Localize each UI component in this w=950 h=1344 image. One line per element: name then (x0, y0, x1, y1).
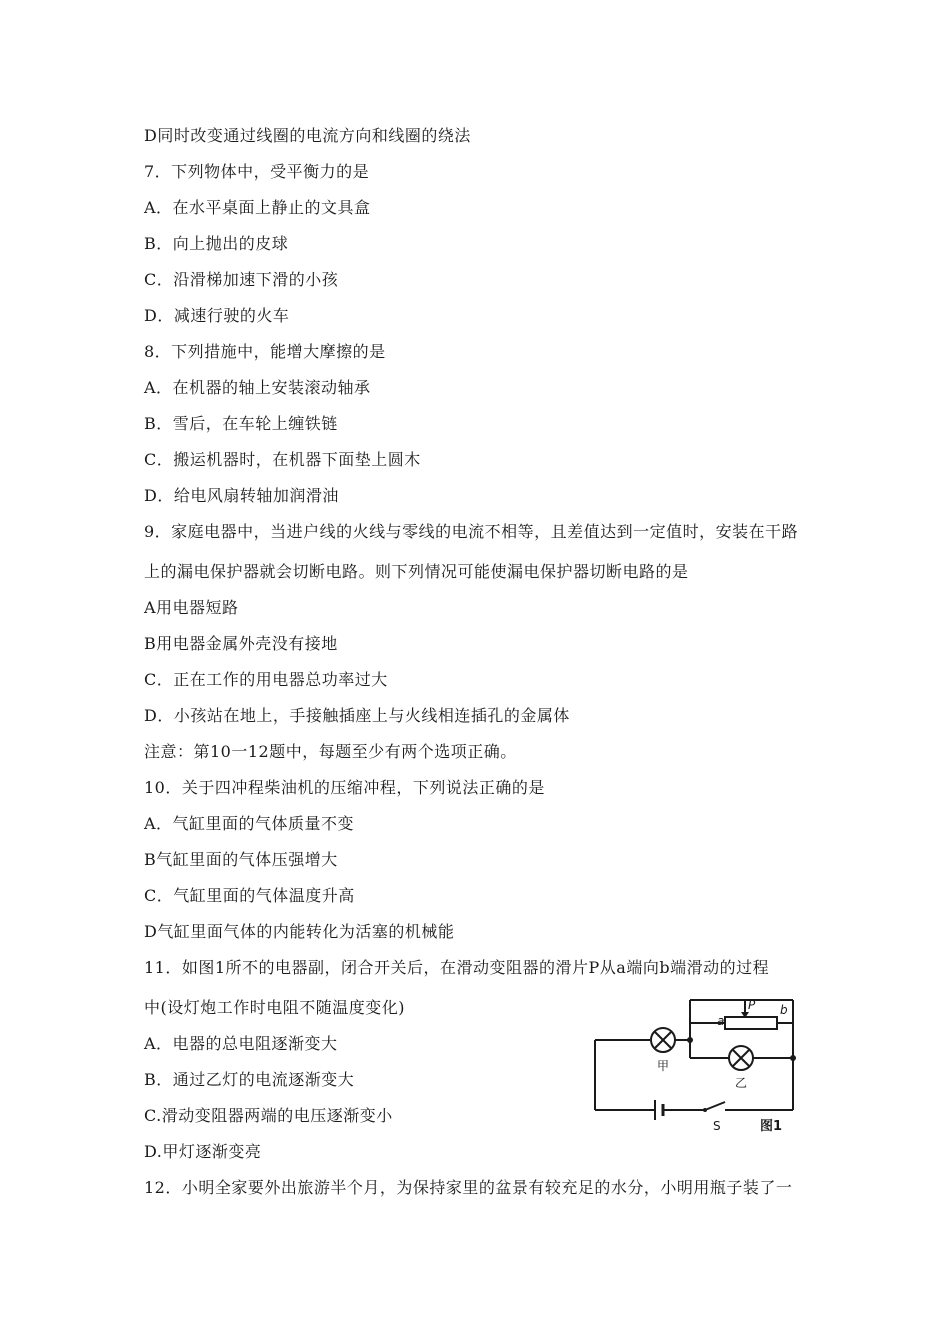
option-10b: B气缸里面的气体压强增大 (144, 850, 338, 869)
option-11c: C.滑动变阻器两端的电压逐渐变小 (144, 1106, 393, 1125)
option-8b: B．雪后，在车轮上缠铁链 (144, 414, 338, 433)
text-line: D同时改变通过线圈的电流方向和线圈的绕法 (144, 126, 471, 145)
option-9a: A用电器短路 (144, 598, 239, 617)
end-b-label: b (780, 1003, 788, 1017)
end-a-label: a (717, 1014, 725, 1028)
option-7b: B．向上抛出的皮球 (144, 234, 289, 253)
question-11: 11．如图1所不的电器副，闭合开关后，在滑动变阻器的滑片P从a端向b端滑动的过程 (144, 958, 770, 977)
question-8: 8．下列措施中，能增大摩擦的是 (144, 342, 386, 361)
question-9-cont: 上的漏电保护器就会切断电路。则下列情况可能使漏电保护器切断电路的是 (144, 562, 689, 581)
option-8c: C．搬运机器时，在机器下面垫上圆木 (144, 450, 421, 469)
question-7: 7．下列物体中，受平衡力的是 (144, 162, 370, 181)
question-12: 12．小明全家要外出旅游半个月，为保持家里的盆景有较充足的水分，小明用瓶子装了一 (144, 1178, 793, 1197)
circuit-figure (585, 990, 810, 1140)
option-10c: C．气缸里面的气体温度升高 (144, 886, 355, 905)
option-11d: D.甲灯逐渐变亮 (144, 1142, 262, 1161)
option-9b: B用电器金属外壳没有接地 (144, 634, 338, 653)
option-10d: D气缸里面气体的内能转化为活塞的机械能 (144, 922, 455, 941)
lamp-jia-label: 甲 (657, 1059, 670, 1073)
option-8a: A．在机器的轴上安装滚动轴承 (144, 378, 371, 397)
notice: 注意：第10一12题中，每题至少有两个选项正确。 (144, 742, 517, 761)
slider-label: P (748, 998, 756, 1012)
question-9: 9．家庭电器中，当进户线的火线与零线的电流不相等，且差值达到一定值时，安装在干路 (144, 522, 799, 541)
rheostat-icon (725, 1017, 777, 1029)
question-11-cont: 中(设灯炮工作时电阻不随温度变化) (144, 998, 405, 1017)
switch-icon (703, 1108, 707, 1112)
circuit-diagram (585, 990, 810, 1140)
option-9d: D．小孩站在地上，手接触插座上与火线相连插孔的金属体 (144, 706, 570, 725)
option-11b: B．通过乙灯的电流逐渐变大 (144, 1070, 355, 1089)
option-7d: D．减速行驶的火车 (144, 306, 290, 325)
option-11a: A．电器的总电阻逐渐变大 (144, 1034, 338, 1053)
option-7a: A．在水平桌面上静止的文具盒 (144, 198, 371, 217)
option-7c: C．沿滑梯加速下滑的小孩 (144, 270, 339, 289)
option-9c: C．正在工作的用电器总功率过大 (144, 670, 388, 689)
switch-label: S (713, 1119, 721, 1133)
figure-caption: 图1 (760, 1119, 783, 1134)
question-10: 10．关于四冲程柴油机的压缩冲程，下列说法正确的是 (144, 778, 545, 797)
lamp-yi-label: 乙 (735, 1076, 748, 1090)
option-8d: D．给电风扇转轴加润滑油 (144, 486, 339, 505)
option-10a: A．气缸里面的气体质量不变 (144, 814, 355, 833)
